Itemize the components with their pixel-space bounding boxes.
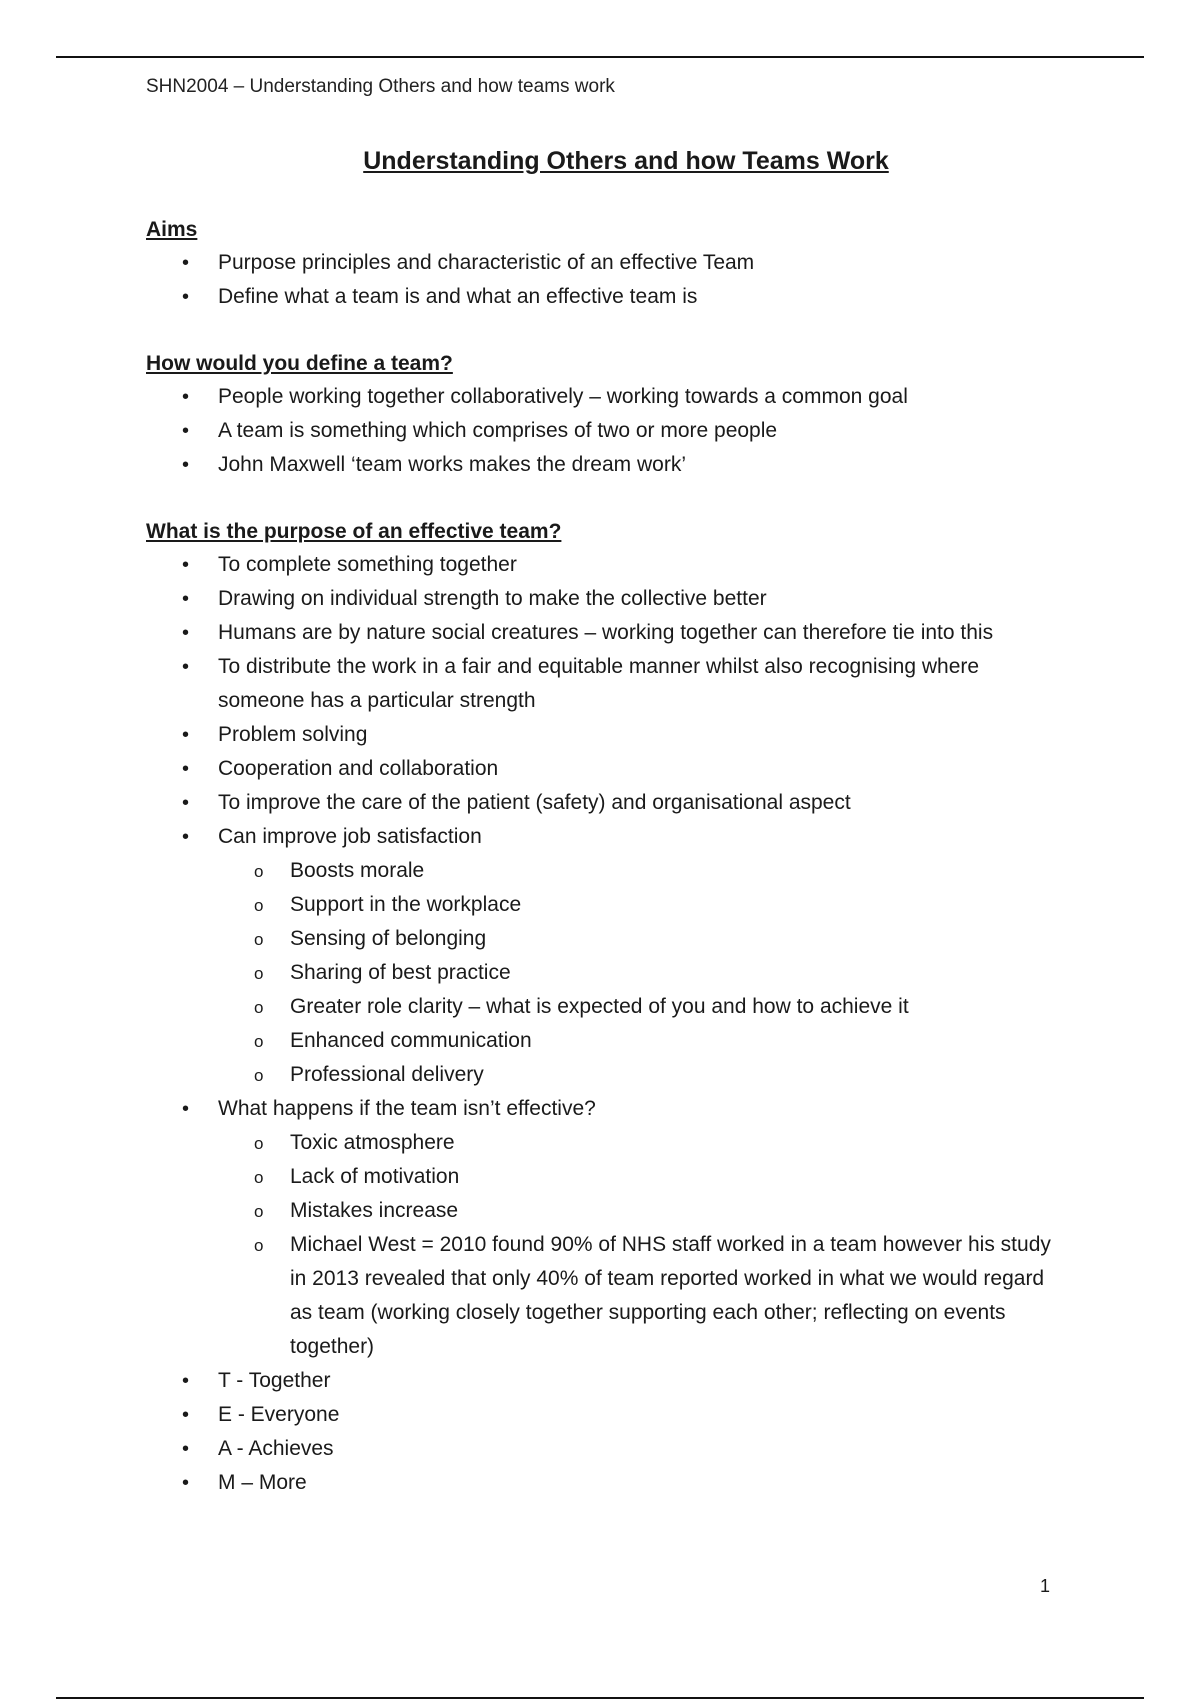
- circle-bullet-icon: o: [254, 998, 264, 1017]
- bullet-icon: •: [182, 1370, 190, 1392]
- bullet-icon: •: [182, 792, 190, 814]
- circle-bullet-icon: o: [254, 1066, 264, 1085]
- sub-list-item: o Professional delivery: [218, 1058, 1066, 1092]
- list-item: • Humans are by nature social creatures – working together can therefore tie into this: [146, 616, 1066, 650]
- not-effective-sublist: [218, 1126, 1066, 1364]
- sub-list-item: o Lack of motivation: [218, 1160, 1066, 1194]
- document-page: [146, 74, 1066, 1500]
- list-item: • To improve the care of the patient (safety) and organisational aspect: [146, 786, 1066, 820]
- sub-list-item: o Michael West = 2010 found 90% of NHS staff worked in a team however his study in 2013 revealed that only 40% of team reported worked in what we would regard as team (working closely together supporting each other; reflecting on events together): [218, 1228, 1066, 1364]
- circle-bullet-icon: o: [254, 896, 264, 915]
- list-item: • E - Everyone: [146, 1398, 1066, 1432]
- circle-bullet-icon: o: [254, 1202, 264, 1221]
- bullet-icon: •: [182, 656, 190, 678]
- bullet-icon: •: [182, 386, 190, 408]
- purpose-heading: What is the purpose of an effective team?: [146, 520, 562, 543]
- bullet-icon: •: [182, 1438, 190, 1460]
- bottom-rule: [56, 1697, 1144, 1699]
- list-item: • What happens if the team isn’t effective? o Toxic atmosphere o Lack of motivation o Mistakes increase o Michael West = 2010 found 90% of NHS staff worked in a team however his study in 2013 revealed that only 40% of team reported worked in what we would regard as team (working closely together supporting each other; reflecting on events together): [146, 1092, 1066, 1364]
- circle-bullet-icon: o: [254, 1168, 264, 1187]
- list-item: • People working together collaboratively – working towards a common goal: [146, 380, 1066, 414]
- list-item: • Purpose principles and characteristic of an effective Team: [146, 246, 1066, 280]
- list-item: • A team is something which comprises of two or more people: [146, 414, 1066, 448]
- sub-list-item: o Sharing of best practice: [218, 956, 1066, 990]
- define-heading: How would you define a team?: [146, 352, 453, 375]
- purpose-list: [146, 548, 1066, 1500]
- bullet-icon: •: [182, 724, 190, 746]
- sub-list-item: o Boosts morale: [218, 854, 1066, 888]
- sub-list-item: o Sensing of belonging: [218, 922, 1066, 956]
- list-item: • Can improve job satisfaction o Boosts morale o Support in the workplace o Sensing of belonging o Sharing of best practice o Greater role clarity – what is expected of you and how to achieve it o Enhanced communication o Professional delivery: [146, 820, 1066, 1092]
- circle-bullet-icon: o: [254, 930, 264, 949]
- bullet-icon: •: [182, 454, 190, 476]
- bullet-icon: •: [182, 1404, 190, 1426]
- aims-list: [146, 246, 1066, 314]
- sub-list-item: o Support in the workplace: [218, 888, 1066, 922]
- sub-list-item: o Toxic atmosphere: [218, 1126, 1066, 1160]
- circle-bullet-icon: o: [254, 1236, 264, 1255]
- list-item: • To complete something together: [146, 548, 1066, 582]
- define-section: [146, 348, 1066, 482]
- sub-list-item: o Greater role clarity – what is expected of you and how to achieve it: [218, 990, 1066, 1024]
- purpose-section: [146, 516, 1066, 1500]
- list-item: • Define what a team is and what an effective team is: [146, 280, 1066, 314]
- circle-bullet-icon: o: [254, 1032, 264, 1051]
- satisfaction-sublist: [218, 854, 1066, 1092]
- top-rule: [56, 56, 1144, 58]
- list-item: • M – More: [146, 1466, 1066, 1500]
- list-item: • A - Achieves: [146, 1432, 1066, 1466]
- list-item: • Drawing on individual strength to make the collective better: [146, 582, 1066, 616]
- running-header: SHN2004 – Understanding Others and how teams work: [146, 76, 615, 97]
- bullet-icon: •: [182, 420, 190, 442]
- bullet-icon: •: [182, 252, 190, 274]
- bullet-icon: •: [182, 588, 190, 610]
- list-item: • To distribute the work in a fair and equitable manner whilst also recognising where someone has a particular strength: [146, 650, 1066, 718]
- bullet-icon: •: [182, 826, 190, 848]
- list-item: • Cooperation and collaboration: [146, 752, 1066, 786]
- circle-bullet-icon: o: [254, 964, 264, 983]
- list-item: • T - Together: [146, 1364, 1066, 1398]
- bullet-icon: •: [182, 286, 190, 308]
- aims-heading: Aims: [146, 218, 198, 241]
- bullet-icon: •: [182, 554, 190, 576]
- bullet-icon: •: [182, 1472, 190, 1494]
- circle-bullet-icon: o: [254, 862, 264, 881]
- sub-list-item: o Mistakes increase: [218, 1194, 1066, 1228]
- define-list: [146, 380, 1066, 482]
- bullet-icon: •: [182, 622, 190, 644]
- sub-list-item: o Enhanced communication: [218, 1024, 1066, 1058]
- bullet-icon: •: [182, 758, 190, 780]
- page-number: 1: [1040, 1576, 1051, 1596]
- list-item: • John Maxwell ‘team works makes the dream work’: [146, 448, 1066, 482]
- aims-section: [146, 214, 1066, 314]
- list-item: • Problem solving: [146, 718, 1066, 752]
- document-title: Understanding Others and how Teams Work: [363, 147, 889, 175]
- bullet-icon: •: [182, 1098, 190, 1120]
- circle-bullet-icon: o: [254, 1134, 264, 1153]
